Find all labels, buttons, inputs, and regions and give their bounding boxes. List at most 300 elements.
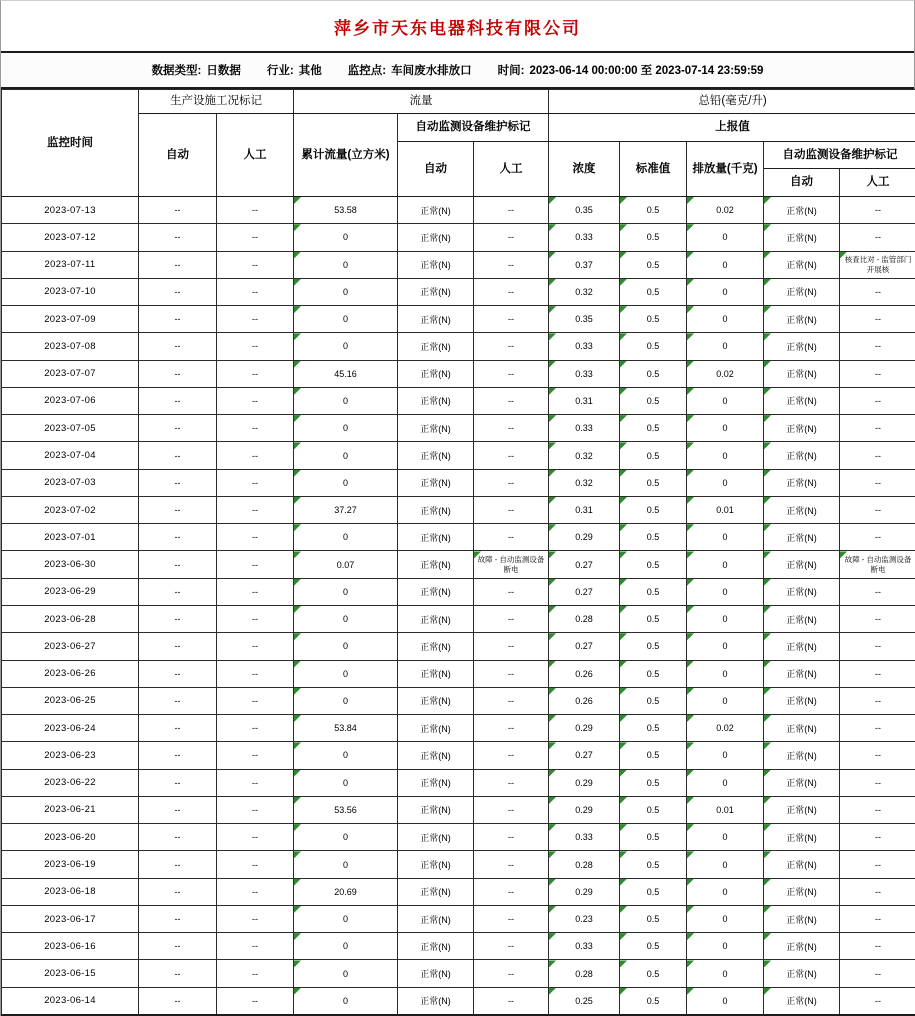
lead-emission-cell[interactable] <box>687 687 764 714</box>
monitor-time-cell[interactable] <box>2 197 139 224</box>
prod-auto-cell[interactable] <box>139 197 217 224</box>
lead-emission-cell[interactable] <box>687 960 764 987</box>
lead-concentration-cell[interactable] <box>549 742 620 769</box>
prod-manual-cell[interactable] <box>217 687 294 714</box>
lead-emission-cell[interactable] <box>687 360 764 387</box>
lead-standard-cell[interactable] <box>620 197 687 224</box>
lead-concentration-cell[interactable] <box>549 306 620 333</box>
cum-flow-cell[interactable] <box>294 578 398 605</box>
cum-flow-cell[interactable] <box>294 333 398 360</box>
prod-manual-cell[interactable] <box>217 851 294 878</box>
lead-concentration-cell[interactable] <box>549 551 620 578</box>
cum-flow-cell[interactable] <box>294 551 398 578</box>
monitor-time-cell[interactable] <box>2 633 139 660</box>
lead-emission-cell[interactable] <box>687 415 764 442</box>
prod-manual-cell[interactable] <box>217 824 294 851</box>
lead-standard-cell[interactable] <box>620 360 687 387</box>
prod-auto-cell[interactable] <box>139 360 217 387</box>
lead-maintain-manual-cell[interactable] <box>840 524 915 551</box>
prod-manual-cell[interactable] <box>217 660 294 687</box>
lead-concentration-cell[interactable] <box>549 442 620 469</box>
cum-flow-cell[interactable] <box>294 660 398 687</box>
cum-flow-cell[interactable] <box>294 442 398 469</box>
lead-concentration-cell[interactable] <box>549 905 620 932</box>
flow-maintain-auto-cell[interactable] <box>398 633 474 660</box>
lead-emission-cell[interactable] <box>687 660 764 687</box>
lead-emission-cell[interactable] <box>687 769 764 796</box>
lead-maintain-auto-cell[interactable] <box>764 769 840 796</box>
prod-manual-cell[interactable] <box>217 987 294 1015</box>
cum-flow-cell[interactable] <box>294 933 398 960</box>
lead-maintain-manual-cell[interactable] <box>840 660 915 687</box>
flow-maintain-manual-cell[interactable] <box>474 905 549 932</box>
lead-maintain-manual-cell[interactable] <box>840 387 915 414</box>
lead-standard-cell[interactable] <box>620 687 687 714</box>
lead-emission-cell[interactable] <box>687 251 764 278</box>
flow-maintain-auto-cell[interactable] <box>398 715 474 742</box>
lead-maintain-manual-cell[interactable] <box>840 415 915 442</box>
prod-manual-cell[interactable] <box>217 578 294 605</box>
flow-maintain-manual-cell[interactable] <box>474 715 549 742</box>
cum-flow-cell[interactable] <box>294 496 398 523</box>
monitor-time-cell[interactable] <box>2 496 139 523</box>
lead-maintain-auto-cell[interactable] <box>764 360 840 387</box>
lead-maintain-manual-cell[interactable] <box>840 933 915 960</box>
lead-standard-cell[interactable] <box>620 660 687 687</box>
lead-emission-cell[interactable] <box>687 387 764 414</box>
cum-flow-cell[interactable] <box>294 687 398 714</box>
flow-maintain-auto-cell[interactable] <box>398 551 474 578</box>
flow-maintain-auto-cell[interactable] <box>398 306 474 333</box>
flow-maintain-auto-cell[interactable] <box>398 278 474 305</box>
lead-maintain-auto-cell[interactable] <box>764 551 840 578</box>
lead-maintain-manual-cell[interactable] <box>840 878 915 905</box>
prod-manual-cell[interactable] <box>217 415 294 442</box>
lead-maintain-manual-cell[interactable] <box>840 960 915 987</box>
flow-maintain-auto-cell[interactable] <box>398 824 474 851</box>
prod-manual-cell[interactable] <box>217 496 294 523</box>
flow-maintain-manual-cell[interactable] <box>474 796 549 823</box>
monitor-time-cell[interactable] <box>2 715 139 742</box>
flow-maintain-manual-cell[interactable] <box>474 960 549 987</box>
lead-concentration-cell[interactable] <box>549 578 620 605</box>
lead-standard-cell[interactable] <box>620 251 687 278</box>
monitor-time-cell[interactable] <box>2 605 139 632</box>
prod-auto-cell[interactable] <box>139 660 217 687</box>
lead-maintain-auto-cell[interactable] <box>764 878 840 905</box>
lead-maintain-manual-cell[interactable] <box>840 469 915 496</box>
cum-flow-cell[interactable] <box>294 796 398 823</box>
lead-concentration-cell[interactable] <box>549 960 620 987</box>
flow-maintain-auto-cell[interactable] <box>398 933 474 960</box>
flow-maintain-manual-cell[interactable] <box>474 197 549 224</box>
lead-maintain-auto-cell[interactable] <box>764 306 840 333</box>
lead-concentration-cell[interactable] <box>549 496 620 523</box>
prod-auto-cell[interactable] <box>139 496 217 523</box>
lead-emission-cell[interactable] <box>687 278 764 305</box>
lead-emission-cell[interactable] <box>687 905 764 932</box>
monitor-time-cell[interactable] <box>2 251 139 278</box>
lead-concentration-cell[interactable] <box>549 360 620 387</box>
lead-concentration-cell[interactable] <box>549 333 620 360</box>
flow-maintain-auto-cell[interactable] <box>398 415 474 442</box>
lead-concentration-cell[interactable] <box>549 769 620 796</box>
monitor-time-cell[interactable] <box>2 960 139 987</box>
cum-flow-cell[interactable] <box>294 987 398 1015</box>
monitor-time-cell[interactable] <box>2 933 139 960</box>
lead-standard-cell[interactable] <box>620 387 687 414</box>
lead-maintain-auto-cell[interactable] <box>764 387 840 414</box>
prod-manual-cell[interactable] <box>217 960 294 987</box>
monitor-time-cell[interactable] <box>2 524 139 551</box>
lead-maintain-auto-cell[interactable] <box>764 278 840 305</box>
lead-maintain-manual-cell[interactable] <box>840 742 915 769</box>
lead-maintain-auto-cell[interactable] <box>764 660 840 687</box>
lead-maintain-auto-cell[interactable] <box>764 251 840 278</box>
flow-maintain-manual-cell[interactable] <box>474 496 549 523</box>
lead-standard-cell[interactable] <box>620 496 687 523</box>
monitor-time-cell[interactable] <box>2 551 139 578</box>
prod-manual-cell[interactable] <box>217 905 294 932</box>
lead-concentration-cell[interactable] <box>549 415 620 442</box>
lead-emission-cell[interactable] <box>687 742 764 769</box>
lead-standard-cell[interactable] <box>620 742 687 769</box>
flow-maintain-manual-cell[interactable] <box>474 633 549 660</box>
lead-maintain-auto-cell[interactable] <box>764 987 840 1015</box>
lead-maintain-auto-cell[interactable] <box>764 715 840 742</box>
prod-manual-cell[interactable] <box>217 715 294 742</box>
lead-concentration-cell[interactable] <box>549 633 620 660</box>
flow-maintain-auto-cell[interactable] <box>398 251 474 278</box>
flow-maintain-manual-cell[interactable] <box>474 278 549 305</box>
prod-auto-cell[interactable] <box>139 551 217 578</box>
prod-auto-cell[interactable] <box>139 878 217 905</box>
lead-maintain-manual-cell[interactable] <box>840 769 915 796</box>
flow-maintain-auto-cell[interactable] <box>398 796 474 823</box>
monitor-time-cell[interactable] <box>2 851 139 878</box>
prod-manual-cell[interactable] <box>217 333 294 360</box>
lead-emission-cell[interactable] <box>687 306 764 333</box>
flow-maintain-auto-cell[interactable] <box>398 960 474 987</box>
prod-auto-cell[interactable] <box>139 442 217 469</box>
monitor-time-cell[interactable] <box>2 660 139 687</box>
prod-manual-cell[interactable] <box>217 742 294 769</box>
cum-flow-cell[interactable] <box>294 605 398 632</box>
cum-flow-cell[interactable] <box>294 824 398 851</box>
prod-manual-cell[interactable] <box>217 278 294 305</box>
flow-maintain-auto-cell[interactable] <box>398 442 474 469</box>
prod-auto-cell[interactable] <box>139 905 217 932</box>
flow-maintain-auto-cell[interactable] <box>398 878 474 905</box>
lead-concentration-cell[interactable] <box>549 251 620 278</box>
cum-flow-cell[interactable] <box>294 387 398 414</box>
flow-maintain-manual-cell[interactable] <box>474 742 549 769</box>
lead-maintain-manual-cell[interactable] <box>840 987 915 1015</box>
lead-maintain-manual-cell[interactable] <box>840 306 915 333</box>
prod-manual-cell[interactable] <box>217 224 294 251</box>
flow-maintain-manual-cell[interactable] <box>474 387 549 414</box>
lead-standard-cell[interactable] <box>620 878 687 905</box>
cum-flow-cell[interactable] <box>294 306 398 333</box>
lead-maintain-manual-cell[interactable] <box>840 333 915 360</box>
lead-maintain-manual-cell[interactable] <box>840 851 915 878</box>
prod-auto-cell[interactable] <box>139 742 217 769</box>
lead-standard-cell[interactable] <box>620 824 687 851</box>
cum-flow-cell[interactable] <box>294 524 398 551</box>
prod-manual-cell[interactable] <box>217 933 294 960</box>
lead-maintain-manual-cell[interactable] <box>840 796 915 823</box>
lead-concentration-cell[interactable] <box>549 687 620 714</box>
lead-standard-cell[interactable] <box>620 905 687 932</box>
monitor-time-cell[interactable] <box>2 387 139 414</box>
cum-flow-cell[interactable] <box>294 851 398 878</box>
prod-auto-cell[interactable] <box>139 687 217 714</box>
lead-standard-cell[interactable] <box>620 851 687 878</box>
cum-flow-cell[interactable] <box>294 415 398 442</box>
lead-maintain-auto-cell[interactable] <box>764 905 840 932</box>
lead-emission-cell[interactable] <box>687 715 764 742</box>
lead-maintain-manual-cell[interactable] <box>840 224 915 251</box>
lead-emission-cell[interactable] <box>687 605 764 632</box>
lead-emission-cell[interactable] <box>687 524 764 551</box>
prod-auto-cell[interactable] <box>139 960 217 987</box>
cum-flow-cell[interactable] <box>294 224 398 251</box>
lead-maintain-auto-cell[interactable] <box>764 524 840 551</box>
lead-maintain-manual-cell[interactable] <box>840 251 915 278</box>
lead-maintain-manual-cell[interactable] <box>840 687 915 714</box>
lead-emission-cell[interactable] <box>687 933 764 960</box>
lead-maintain-manual-cell[interactable] <box>840 578 915 605</box>
flow-maintain-manual-cell[interactable] <box>474 933 549 960</box>
flow-maintain-auto-cell[interactable] <box>398 851 474 878</box>
lead-maintain-auto-cell[interactable] <box>764 633 840 660</box>
prod-auto-cell[interactable] <box>139 306 217 333</box>
prod-auto-cell[interactable] <box>139 796 217 823</box>
flow-maintain-manual-cell[interactable] <box>474 442 549 469</box>
monitor-time-cell[interactable] <box>2 742 139 769</box>
lead-concentration-cell[interactable] <box>549 605 620 632</box>
flow-maintain-manual-cell[interactable] <box>474 251 549 278</box>
lead-maintain-manual-cell[interactable] <box>840 197 915 224</box>
flow-maintain-auto-cell[interactable] <box>398 769 474 796</box>
prod-auto-cell[interactable] <box>139 415 217 442</box>
flow-maintain-auto-cell[interactable] <box>398 987 474 1015</box>
lead-concentration-cell[interactable] <box>549 224 620 251</box>
lead-standard-cell[interactable] <box>620 415 687 442</box>
flow-maintain-auto-cell[interactable] <box>398 605 474 632</box>
lead-concentration-cell[interactable] <box>549 278 620 305</box>
cum-flow-cell[interactable] <box>294 278 398 305</box>
lead-maintain-auto-cell[interactable] <box>764 496 840 523</box>
lead-maintain-auto-cell[interactable] <box>764 796 840 823</box>
lead-maintain-auto-cell[interactable] <box>764 605 840 632</box>
lead-standard-cell[interactable] <box>620 987 687 1015</box>
lead-maintain-manual-cell[interactable] <box>840 715 915 742</box>
lead-concentration-cell[interactable] <box>549 387 620 414</box>
flow-maintain-auto-cell[interactable] <box>398 905 474 932</box>
cum-flow-cell[interactable] <box>294 878 398 905</box>
flow-maintain-auto-cell[interactable] <box>398 742 474 769</box>
cum-flow-cell[interactable] <box>294 360 398 387</box>
lead-emission-cell[interactable] <box>687 496 764 523</box>
cum-flow-cell[interactable] <box>294 742 398 769</box>
prod-manual-cell[interactable] <box>217 796 294 823</box>
prod-manual-cell[interactable] <box>217 524 294 551</box>
lead-maintain-auto-cell[interactable] <box>764 197 840 224</box>
lead-standard-cell[interactable] <box>620 633 687 660</box>
lead-emission-cell[interactable] <box>687 987 764 1015</box>
lead-maintain-auto-cell[interactable] <box>764 933 840 960</box>
lead-standard-cell[interactable] <box>620 306 687 333</box>
flow-maintain-auto-cell[interactable] <box>398 496 474 523</box>
lead-concentration-cell[interactable] <box>549 524 620 551</box>
flow-maintain-manual-cell[interactable] <box>474 333 549 360</box>
flow-maintain-manual-cell[interactable] <box>474 224 549 251</box>
flow-maintain-manual-cell[interactable] <box>474 524 549 551</box>
flow-maintain-manual-cell[interactable] <box>474 415 549 442</box>
flow-maintain-manual-cell[interactable] <box>474 605 549 632</box>
lead-maintain-manual-cell[interactable] <box>840 278 915 305</box>
lead-concentration-cell[interactable] <box>549 715 620 742</box>
flow-maintain-auto-cell[interactable] <box>398 469 474 496</box>
flow-maintain-manual-cell[interactable] <box>474 769 549 796</box>
prod-auto-cell[interactable] <box>139 251 217 278</box>
flow-maintain-auto-cell[interactable] <box>398 524 474 551</box>
cum-flow-cell[interactable] <box>294 197 398 224</box>
lead-standard-cell[interactable] <box>620 933 687 960</box>
monitor-time-cell[interactable] <box>2 278 139 305</box>
lead-emission-cell[interactable] <box>687 333 764 360</box>
lead-maintain-auto-cell[interactable] <box>764 469 840 496</box>
monitor-time-cell[interactable] <box>2 415 139 442</box>
lead-concentration-cell[interactable] <box>549 660 620 687</box>
lead-maintain-auto-cell[interactable] <box>764 442 840 469</box>
lead-maintain-manual-cell[interactable] <box>840 633 915 660</box>
cum-flow-cell[interactable] <box>294 715 398 742</box>
lead-concentration-cell[interactable] <box>549 878 620 905</box>
flow-maintain-manual-cell[interactable] <box>474 824 549 851</box>
prod-auto-cell[interactable] <box>139 387 217 414</box>
prod-auto-cell[interactable] <box>139 987 217 1015</box>
lead-maintain-manual-cell[interactable] <box>840 360 915 387</box>
lead-standard-cell[interactable] <box>620 333 687 360</box>
prod-manual-cell[interactable] <box>217 442 294 469</box>
cum-flow-cell[interactable] <box>294 905 398 932</box>
lead-standard-cell[interactable] <box>620 769 687 796</box>
lead-concentration-cell[interactable] <box>549 987 620 1015</box>
flow-maintain-manual-cell[interactable] <box>474 360 549 387</box>
flow-maintain-auto-cell[interactable] <box>398 387 474 414</box>
prod-manual-cell[interactable] <box>217 306 294 333</box>
flow-maintain-manual-cell[interactable] <box>474 306 549 333</box>
monitor-time-cell[interactable] <box>2 469 139 496</box>
prod-auto-cell[interactable] <box>139 605 217 632</box>
lead-maintain-auto-cell[interactable] <box>764 824 840 851</box>
lead-maintain-auto-cell[interactable] <box>764 415 840 442</box>
flow-maintain-manual-cell[interactable] <box>474 878 549 905</box>
lead-standard-cell[interactable] <box>620 224 687 251</box>
prod-auto-cell[interactable] <box>139 278 217 305</box>
monitor-time-cell[interactable] <box>2 578 139 605</box>
lead-concentration-cell[interactable] <box>549 824 620 851</box>
lead-concentration-cell[interactable] <box>549 933 620 960</box>
prod-auto-cell[interactable] <box>139 633 217 660</box>
prod-auto-cell[interactable] <box>139 769 217 796</box>
prod-manual-cell[interactable] <box>217 387 294 414</box>
flow-maintain-manual-cell[interactable] <box>474 687 549 714</box>
monitor-time-cell[interactable] <box>2 224 139 251</box>
lead-concentration-cell[interactable] <box>549 851 620 878</box>
lead-emission-cell[interactable] <box>687 442 764 469</box>
lead-concentration-cell[interactable] <box>549 469 620 496</box>
flow-maintain-auto-cell[interactable] <box>398 360 474 387</box>
prod-auto-cell[interactable] <box>139 933 217 960</box>
prod-auto-cell[interactable] <box>139 578 217 605</box>
lead-maintain-auto-cell[interactable] <box>764 224 840 251</box>
lead-maintain-manual-cell[interactable] <box>840 442 915 469</box>
lead-maintain-auto-cell[interactable] <box>764 851 840 878</box>
lead-standard-cell[interactable] <box>620 796 687 823</box>
lead-standard-cell[interactable] <box>620 442 687 469</box>
lead-emission-cell[interactable] <box>687 824 764 851</box>
flow-maintain-manual-cell[interactable] <box>474 469 549 496</box>
flow-maintain-manual-cell[interactable] <box>474 851 549 878</box>
prod-manual-cell[interactable] <box>217 251 294 278</box>
lead-emission-cell[interactable] <box>687 224 764 251</box>
prod-manual-cell[interactable] <box>217 551 294 578</box>
flow-maintain-auto-cell[interactable] <box>398 660 474 687</box>
prod-manual-cell[interactable] <box>217 633 294 660</box>
lead-emission-cell[interactable] <box>687 197 764 224</box>
flow-maintain-manual-cell[interactable] <box>474 660 549 687</box>
prod-auto-cell[interactable] <box>139 524 217 551</box>
lead-maintain-manual-cell[interactable] <box>840 551 915 578</box>
monitor-time-cell[interactable] <box>2 769 139 796</box>
lead-standard-cell[interactable] <box>620 551 687 578</box>
lead-emission-cell[interactable] <box>687 578 764 605</box>
monitor-time-cell[interactable] <box>2 687 139 714</box>
flow-maintain-auto-cell[interactable] <box>398 197 474 224</box>
flow-maintain-auto-cell[interactable] <box>398 333 474 360</box>
prod-auto-cell[interactable] <box>139 851 217 878</box>
flow-maintain-auto-cell[interactable] <box>398 224 474 251</box>
lead-standard-cell[interactable] <box>620 715 687 742</box>
lead-maintain-manual-cell[interactable] <box>840 605 915 632</box>
monitor-time-cell[interactable] <box>2 987 139 1015</box>
lead-maintain-manual-cell[interactable] <box>840 905 915 932</box>
prod-auto-cell[interactable] <box>139 824 217 851</box>
lead-maintain-manual-cell[interactable] <box>840 824 915 851</box>
cum-flow-cell[interactable] <box>294 633 398 660</box>
monitor-time-cell[interactable] <box>2 824 139 851</box>
lead-standard-cell[interactable] <box>620 469 687 496</box>
prod-manual-cell[interactable] <box>217 605 294 632</box>
cum-flow-cell[interactable] <box>294 960 398 987</box>
prod-manual-cell[interactable] <box>217 769 294 796</box>
monitor-time-cell[interactable] <box>2 333 139 360</box>
prod-auto-cell[interactable] <box>139 715 217 742</box>
cum-flow-cell[interactable] <box>294 251 398 278</box>
prod-auto-cell[interactable] <box>139 224 217 251</box>
flow-maintain-manual-cell[interactable] <box>474 578 549 605</box>
lead-standard-cell[interactable] <box>620 278 687 305</box>
flow-maintain-manual-cell[interactable] <box>474 551 549 578</box>
lead-maintain-manual-cell[interactable] <box>840 496 915 523</box>
lead-maintain-auto-cell[interactable] <box>764 333 840 360</box>
flow-maintain-manual-cell[interactable] <box>474 987 549 1015</box>
prod-auto-cell[interactable] <box>139 333 217 360</box>
lead-standard-cell[interactable] <box>620 605 687 632</box>
